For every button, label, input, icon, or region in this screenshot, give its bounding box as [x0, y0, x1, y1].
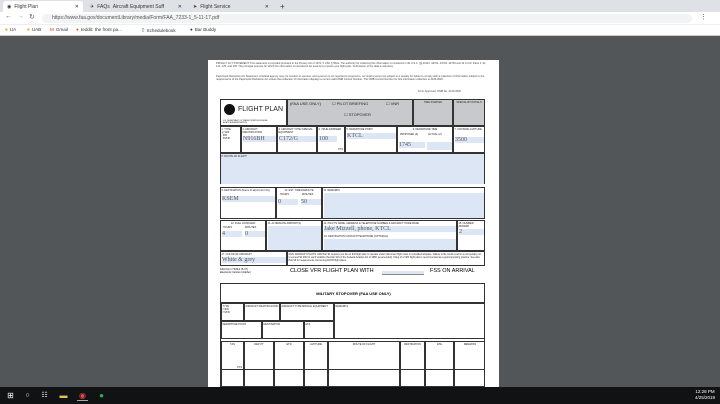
folder-icon: ■	[5, 27, 8, 32]
equipment-field[interactable]: C172/G	[279, 136, 316, 142]
civil-notice: CIVIL AIRCRAFT PILOTS. FAR Part 91 requires you file an IFR flight plan to operate under instrument flight rules in controlled airspace. Failure to file could result in a civil penalty not to exceed $1,000 for each violation (Section 901 of the Federal Aviation Act of 1958, as amended). Filing of a VFR flight plan is recommended as a good operating practice. See also Part 99 for requirements concerning DVFR flight plans.	[287, 251, 485, 266]
close-vfr-label: CLOSE VFR FLIGHT PLAN WITH	[290, 268, 374, 274]
ident-cell: 2. AIRCRAFT IDENTIFICATION N916BH	[241, 126, 277, 153]
type-cell: 1. TYPE ✓ VFR IFR DVFR	[220, 126, 241, 153]
close-tab-icon[interactable]: ✕	[74, 3, 79, 10]
aboard-cell: 15. NUMBER ABOARD 2	[457, 220, 485, 251]
ete-minutes-field[interactable]: 50	[301, 199, 321, 205]
close-tab-icon[interactable]: ✕	[177, 3, 182, 10]
alternate-cell: 13. ALTERNATE AIRPORT(S)	[266, 220, 322, 251]
chrome-icon[interactable]: ◉	[77, 390, 88, 401]
form-title: FLIGHT PLAN	[238, 106, 283, 113]
forward-button[interactable]: →	[17, 13, 24, 20]
altitude-field[interactable]: 3500	[455, 137, 484, 143]
destination-cell: 9. DESTINATION (Name of airport and city) KSEM	[220, 187, 276, 219]
dot-logo-icon	[224, 104, 235, 115]
color-cell: 17. COLOR OF AIRCRAFT White & grey	[220, 251, 287, 266]
aboard-field[interactable]: 2	[459, 229, 484, 235]
site-icon: ➤	[193, 3, 198, 10]
fuel-hours-field[interactable]: 4	[222, 231, 242, 237]
pilot-briefing-checkbox[interactable]: ☐ PILOT BRIEFING	[332, 101, 369, 106]
privacy-statement: PRIVACY ACT STATEMENT: This statement is provided pursuant to the Privacy Act of 1974, 5 USC § 552a. The authority for collecting this information is contained in 49 U.S.C. §§ 40113, 44702, 44703, 44709 and 14 C.F.R. Parts 1, 91, 121, 125, and 135. The principal purpose for which the information is intended to be used is to process your flight plan. Submission of the data is voluntary.	[216, 62, 487, 69]
tab-bar	[0, 0, 720, 12]
omb-number: Form Approved: OMB No. 2120-0026	[418, 90, 461, 93]
remarks-field[interactable]	[324, 193, 484, 218]
route-field[interactable]: 8. ROUTE OF FLIGHT	[220, 153, 485, 184]
form-number: FAA Form 7233-1 (5-17) Electronic Version (Adobe)	[220, 268, 251, 274]
equipment-cell: 3. AIRCRAFT TYPE/ SPECIAL EQUIPMENT C172/G	[277, 126, 317, 153]
clock[interactable]: 12:28 PM 4/25/2019	[694, 389, 715, 400]
ete-cell: 10. EST. TIME ENROUTE HOURS MINUTES 0 50	[276, 187, 322, 219]
taskbar	[0, 387, 720, 404]
faa-use-cell: (FAA USE ONLY) ☐ PILOT BRIEFING ☐ VNR ☐ STOPOVER	[287, 99, 413, 126]
plane-icon: ✈	[90, 3, 95, 10]
type-vfr-checkbox[interactable]: ✓	[221, 130, 224, 134]
close-tab-icon[interactable]: ✕	[264, 3, 269, 10]
bookmark-bar-buddy[interactable]: ● Bar Buddy	[190, 27, 217, 32]
departure-time-cell: 6. DEPARTURE TIME PROPOSED (Z) ACTUAL (Z) 1745	[397, 126, 453, 153]
fss-field[interactable]	[382, 271, 424, 275]
tas-field[interactable]: 100	[319, 136, 337, 142]
actual-time-field[interactable]	[427, 142, 452, 150]
address-bar	[0, 12, 720, 25]
flight-plan-form	[220, 99, 485, 263]
tas-cell: 4. TRUE AIRSPEED 100 KTS	[318, 127, 343, 151]
start-button[interactable]: ⊞	[7, 391, 14, 400]
fss-label: FSS ON ARRIVAL	[430, 268, 475, 274]
bookmarks-bar	[0, 25, 720, 36]
altitude-cell: 7. CRUISING ALTITUDE 3500	[453, 126, 485, 153]
gmail-icon: M	[50, 27, 54, 32]
bookmark-schedulebook[interactable]: ▯ Schedulebook	[142, 27, 176, 33]
new-tab-button[interactable]: +	[280, 2, 285, 11]
title-cell: FLIGHT PLAN U.S. DEPARTMENT OF TRANSPORTATION FEDERAL AVIATION ADMINISTRATION	[220, 99, 287, 126]
task-view-icon[interactable]: ☷	[41, 392, 48, 399]
back-button[interactable]: ←	[5, 13, 12, 20]
proposed-time-field[interactable]: 1745	[399, 142, 425, 148]
tab-flight-service[interactable]: ➤ Flight Service ✕	[193, 3, 269, 10]
pilot-cell: 14. PILOT'S NAME, ADDRESS & TELEPHONE NUMBER & AIRCRAFT HOME BASE Jake Mizzell, phone, KTCL 16. DESTINATION CONTACT/TELEPHONE (OPTIONAL)	[322, 220, 457, 251]
bar-buddy-icon: ●	[190, 27, 193, 32]
fuel-cell: 12. FUEL ON BOARD HOURS MINUTES 4 0	[220, 220, 266, 251]
ident-field[interactable]: N916BH	[243, 136, 276, 142]
ete-hours-field[interactable]: 0	[278, 199, 298, 205]
paperwork-statement: Paperwork Reduction Act Statement: A federal agency may not conduct or sponsor, and a person is not required to respond to, nor shall a person be subject to a penalty for failure to comply with a collection of information subject to the requirements of the Paperwork Reduction Act unless that collection of information displays a current valid OMB Control Number. The OMB Control Number for this information collection is 2120-0026.	[216, 75, 485, 82]
destination-field[interactable]: KSEM	[222, 196, 275, 202]
folder-icon: ■	[27, 27, 30, 32]
menu-icon[interactable]: ⋮	[700, 14, 707, 21]
file-explorer-icon[interactable]: ▬	[59, 391, 68, 400]
tab-faqs[interactable]: ✈ FAQs Aircraft Equipment Suff ✕	[90, 3, 182, 10]
row-divider	[221, 369, 485, 370]
alternate-field[interactable]	[268, 226, 321, 250]
url-input[interactable]: https://www.faa.gov/documentLibrary/media/Form/FAA_7233-1_5-11-17.pdf	[42, 14, 692, 23]
bookmark-reddit[interactable]: ● reddit: the front pa...	[76, 27, 122, 32]
specialist-cell: SPECIALIST INITIALS	[453, 99, 485, 126]
departure-field[interactable]: KTCL	[347, 133, 396, 139]
pilot-field[interactable]: Jake Mizzell, phone, KTCL	[324, 226, 456, 232]
color-field[interactable]: White & grey	[222, 257, 286, 263]
bookmark-gmail[interactable]: M Gmail	[50, 27, 68, 32]
spotify-icon[interactable]: ●	[99, 391, 104, 400]
reddit-icon: ●	[76, 27, 79, 32]
time-started-cell: TIME STARTED	[413, 99, 453, 126]
departure-cell: 5. DEPARTURE POINT KTCL	[345, 126, 397, 153]
contact-field[interactable]	[324, 239, 456, 250]
bookmark-ua[interactable]: ■ UA	[5, 27, 17, 32]
globe-icon: ◉	[7, 3, 12, 10]
page-icon: ▯	[142, 27, 145, 32]
remarks-cell: 11. REMARKS	[322, 187, 485, 219]
reload-button[interactable]: ↻	[29, 14, 35, 21]
search-icon[interactable]: ○	[25, 392, 30, 399]
vnr-checkbox[interactable]: ☐ VNR	[386, 101, 400, 106]
stopover-checkbox[interactable]: ☐ STOPOVER	[344, 112, 371, 117]
military-stopover: MILITARY STOPOVER (FAA USE ONLY) TYPE ☐IFR ☐VFR AIRCRAFT IDENTIFICATION AIRCRAFT TYPE/SPECIAL EQUIPMENT REMARKS DEPARTURE POINT DESTINATION ETA TAS KTS DEP. PT ETD ALTITUDE ROUTE OF FLIGHT DESTINATION ETE REMARKS	[220, 283, 485, 387]
bookmark-uab[interactable]: ■ UAB	[27, 27, 42, 32]
tab-flight-plan[interactable]: ◉ Flight Plan ✕	[3, 1, 83, 12]
fuel-minutes-field[interactable]: 0	[245, 231, 265, 237]
